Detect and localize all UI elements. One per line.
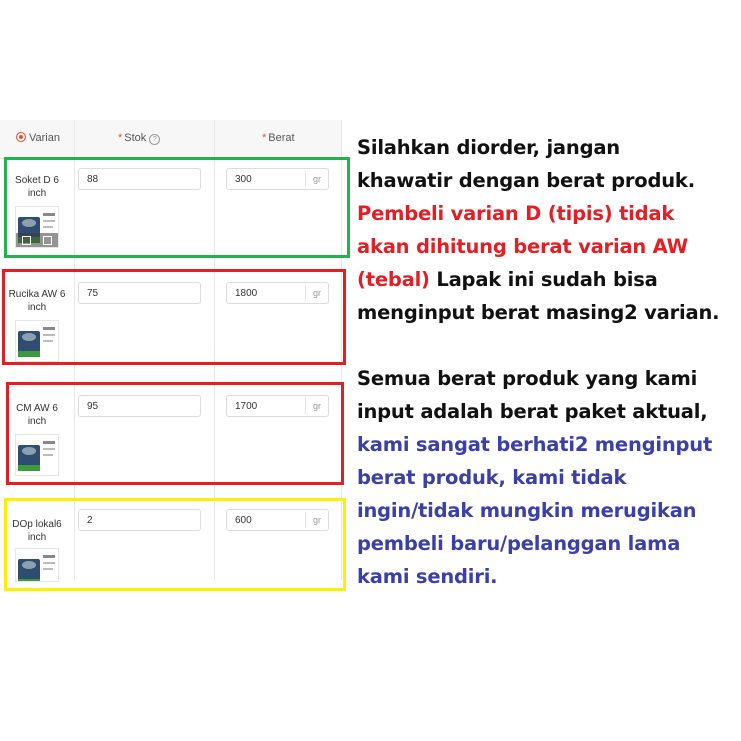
variant-name: CM AW 6 inch (16, 403, 58, 427)
variant-name: DOp lokal6 inch (12, 519, 62, 543)
highlight-frame-green (4, 157, 350, 258)
help-icon[interactable]: ? (149, 134, 160, 145)
note-paragraph-2: Semua berat produk yang kami input adalah berat paket aktual, kami sangat berhati2 menginput berat produk, kami tidak ingin/tidak mungkin merugikan pembeli baru/pelanggan lama kami sendiri. (357, 367, 713, 588)
unit-label: gr (305, 171, 328, 187)
stock-input[interactable]: 88 (78, 168, 201, 190)
stock-input[interactable]: 2 (78, 509, 201, 531)
variant-name: Soket D 6 inch (15, 175, 59, 199)
radio-dot-icon (16, 132, 26, 142)
weight-input[interactable]: 1700 gr (226, 395, 329, 417)
highlight-frame-red (6, 382, 344, 485)
weight-input[interactable]: 300 gr (226, 168, 329, 190)
highlight-frame-yellow (4, 498, 346, 591)
header-stock: * Stok ? (118, 132, 160, 145)
unit-label: gr (305, 285, 328, 301)
header-variant: Varian (16, 132, 60, 144)
header-weight: * Berat (262, 132, 295, 144)
note-paragraph-1: Silahkan diorder, jangan khawatir dengan berat produk. Pembeli varian D (tipis) tidak akan dihitung berat varian AW (tebal) Lapak ini sudah bisa menginput berat masing2 varian. (357, 136, 720, 324)
stock-input[interactable]: 75 (78, 282, 201, 304)
weight-input[interactable]: 1800 gr (226, 282, 329, 304)
weight-input[interactable]: 600 gr (226, 509, 329, 531)
unit-label: gr (305, 512, 328, 528)
stock-input[interactable]: 95 (78, 395, 201, 417)
highlight-frame-red (2, 269, 346, 365)
variant-name: Rucika AW 6 inch (8, 289, 66, 313)
unit-label: gr (305, 398, 328, 414)
